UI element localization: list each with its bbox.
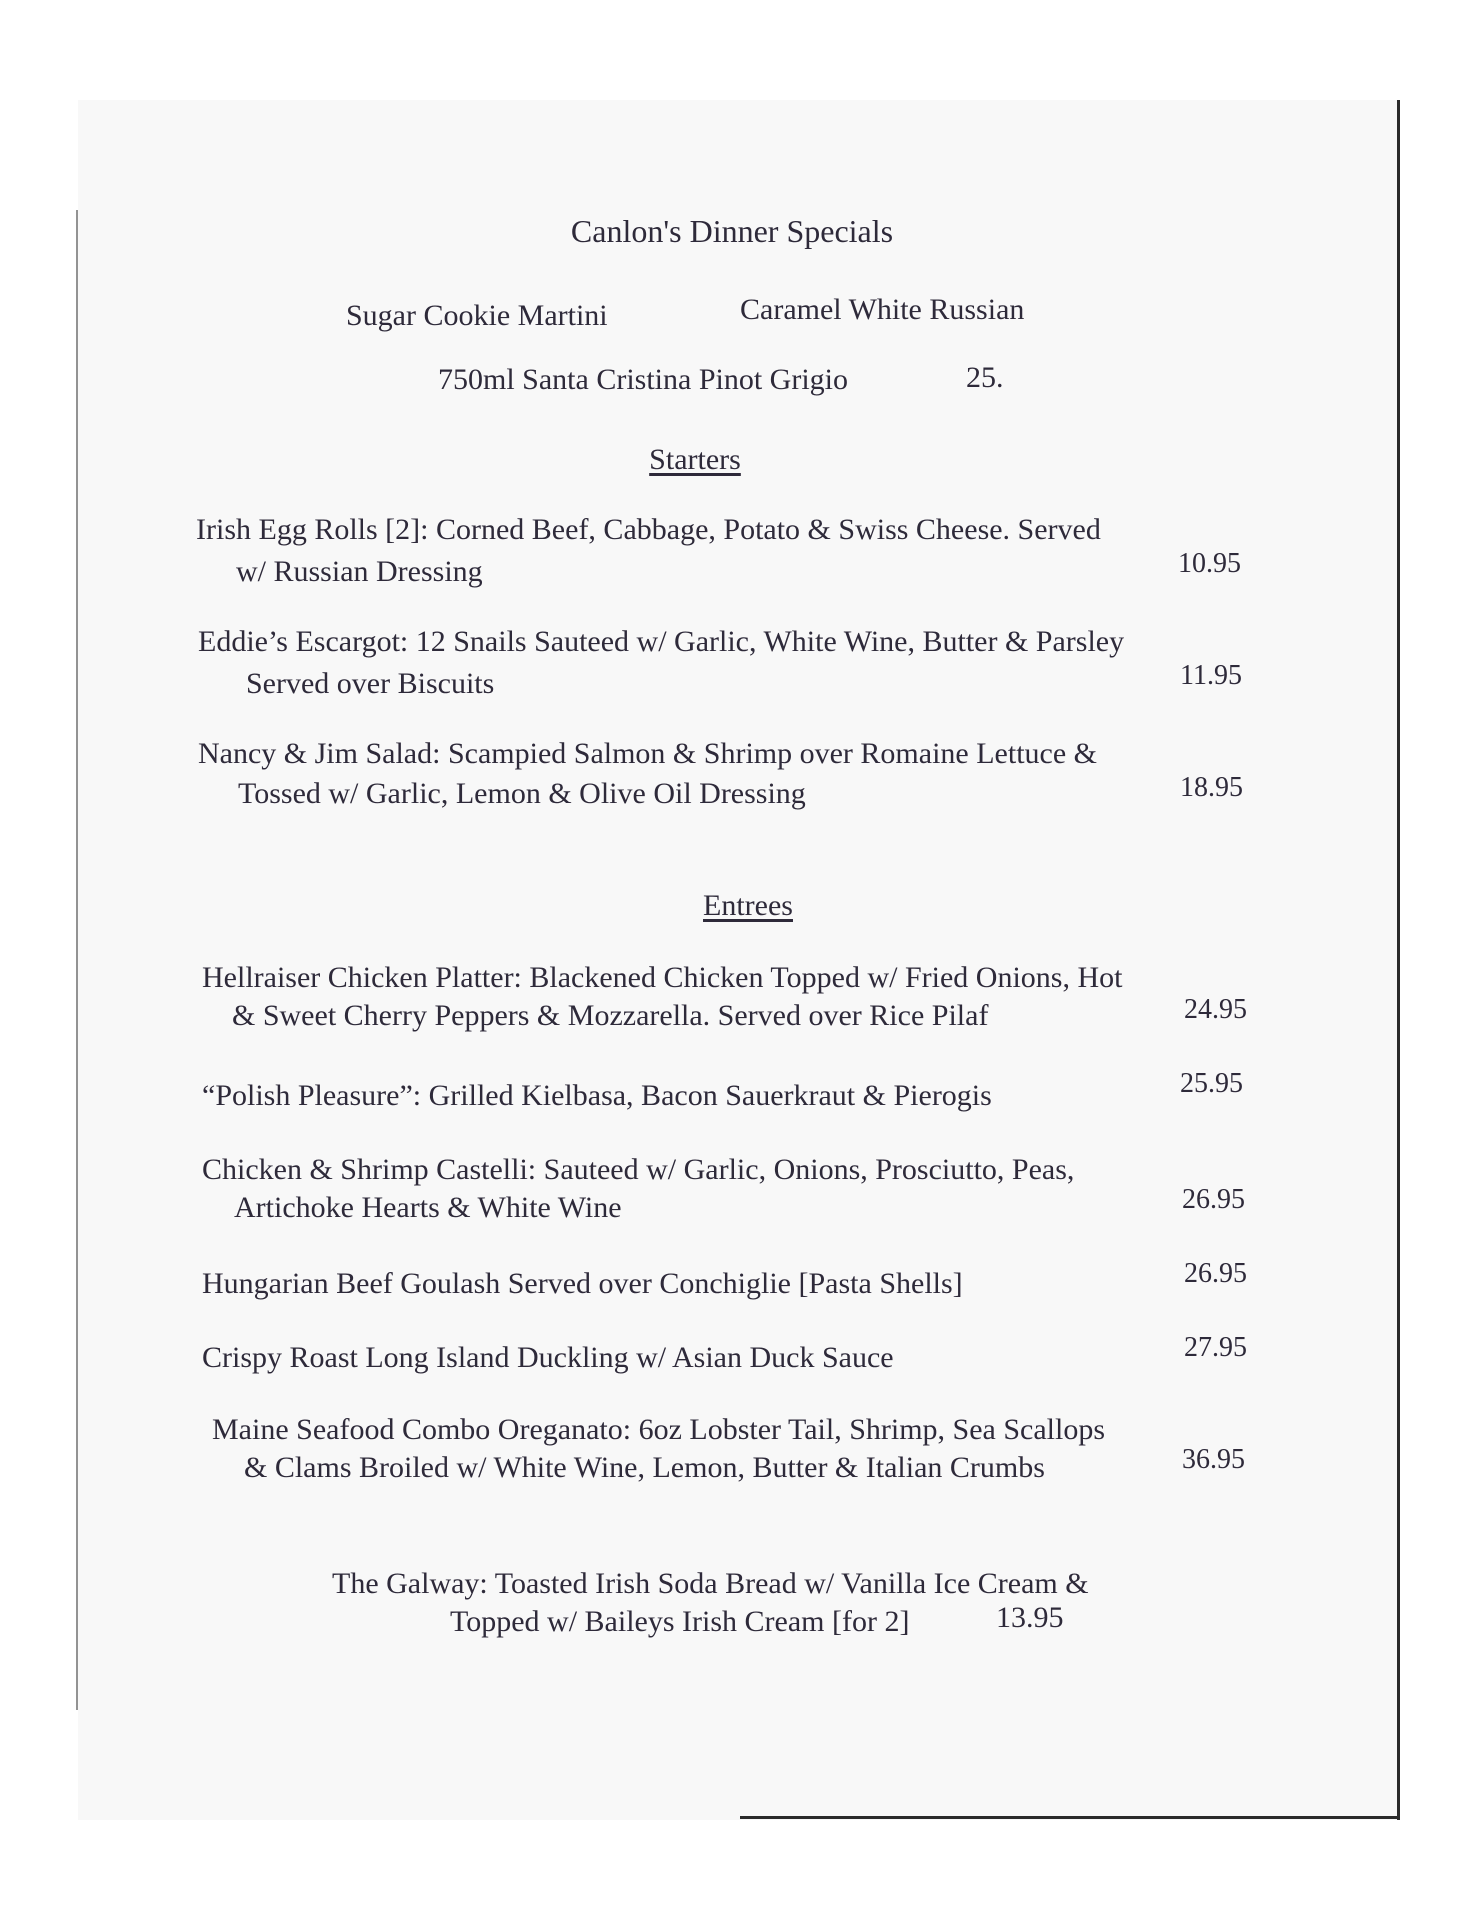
starter-item-1-line1: Irish Egg Rolls [2]: Corned Beef, Cabbage, Potato & Swiss Cheese. Served [196,513,1101,546]
starter-item-1-price: 10.95 [1178,548,1241,579]
starter-item-3-line2: Tossed w/ Garlic, Lemon & Olive Oil Dressing [238,777,806,810]
starters-heading: Starters [649,443,741,476]
starter-item-1-line2: w/ Russian Dressing [236,555,483,588]
entree-item-2-line1: “Polish Pleasure”: Grilled Kielbasa, Bacon Sauerkraut & Pierogis [202,1079,992,1112]
entree-item-6-line2: & Clams Broiled w/ White Wine, Lemon, Butter & Italian Crumbs [244,1451,1045,1484]
entree-item-2-price: 25.95 [1180,1068,1243,1099]
starter-item-2-price: 11.95 [1180,660,1242,691]
dessert-line2: Topped w/ Baileys Irish Cream [for 2] [450,1605,910,1638]
entree-item-5-line1: Crispy Roast Long Island Duckling w/ Asian Duck Sauce [202,1341,894,1374]
paper-bottom-edge [740,1816,1400,1819]
drink-caramel-white-russian: Caramel White Russian [740,293,1025,326]
entree-item-3-line2: Artichoke Hearts & White Wine [234,1191,622,1224]
entree-item-4-price: 26.95 [1184,1258,1247,1289]
entree-item-1-price: 24.95 [1184,994,1247,1025]
starter-item-3-line1: Nancy & Jim Salad: Scampied Salmon & Shrimp over Romaine Lettuce & [198,737,1098,770]
entree-item-4-line1: Hungarian Beef Goulash Served over Conchiglie [Pasta Shells] [202,1267,963,1300]
dessert-price: 13.95 [996,1601,1064,1634]
entree-item-6-line1: Maine Seafood Combo Oreganato: 6oz Lobster Tail, Shrimp, Sea Scallops [212,1413,1106,1446]
wine-name: 750ml Santa Cristina Pinot Grigio [438,363,848,396]
entree-item-3-line1: Chicken & Shrimp Castelli: Sauteed w/ Garlic, Onions, Prosciutto, Peas, [202,1153,1075,1186]
paper-left-edge [76,210,78,1710]
entrees-heading: Entrees [703,889,793,922]
starter-item-2-line1: Eddie’s Escargot: 12 Snails Sauteed w/ Garlic, White Wine, Butter & Parsley [198,625,1125,658]
starter-item-2-line2: Served over Biscuits [246,667,495,700]
entree-item-1-line1: Hellraiser Chicken Platter: Blackened Chicken Topped w/ Fried Onions, Hot [202,961,1123,994]
entree-item-1-line2: & Sweet Cherry Peppers & Mozzarella. Served over Rice Pilaf [232,999,989,1032]
entree-item-3-price: 26.95 [1182,1184,1245,1215]
starter-item-3-price: 18.95 [1180,772,1243,803]
paper-right-edge [1397,100,1400,1820]
dessert-line1: The Galway: Toasted Irish Soda Bread w/ Vanilla Ice Cream & [332,1567,1089,1600]
entree-item-5-price: 27.95 [1184,1332,1247,1363]
drink-sugar-cookie-martini: Sugar Cookie Martini [346,299,608,332]
wine-price: 25. [966,361,1004,394]
menu-title: Canlon's Dinner Specials [570,213,894,249]
entree-item-6-price: 36.95 [1182,1444,1245,1475]
